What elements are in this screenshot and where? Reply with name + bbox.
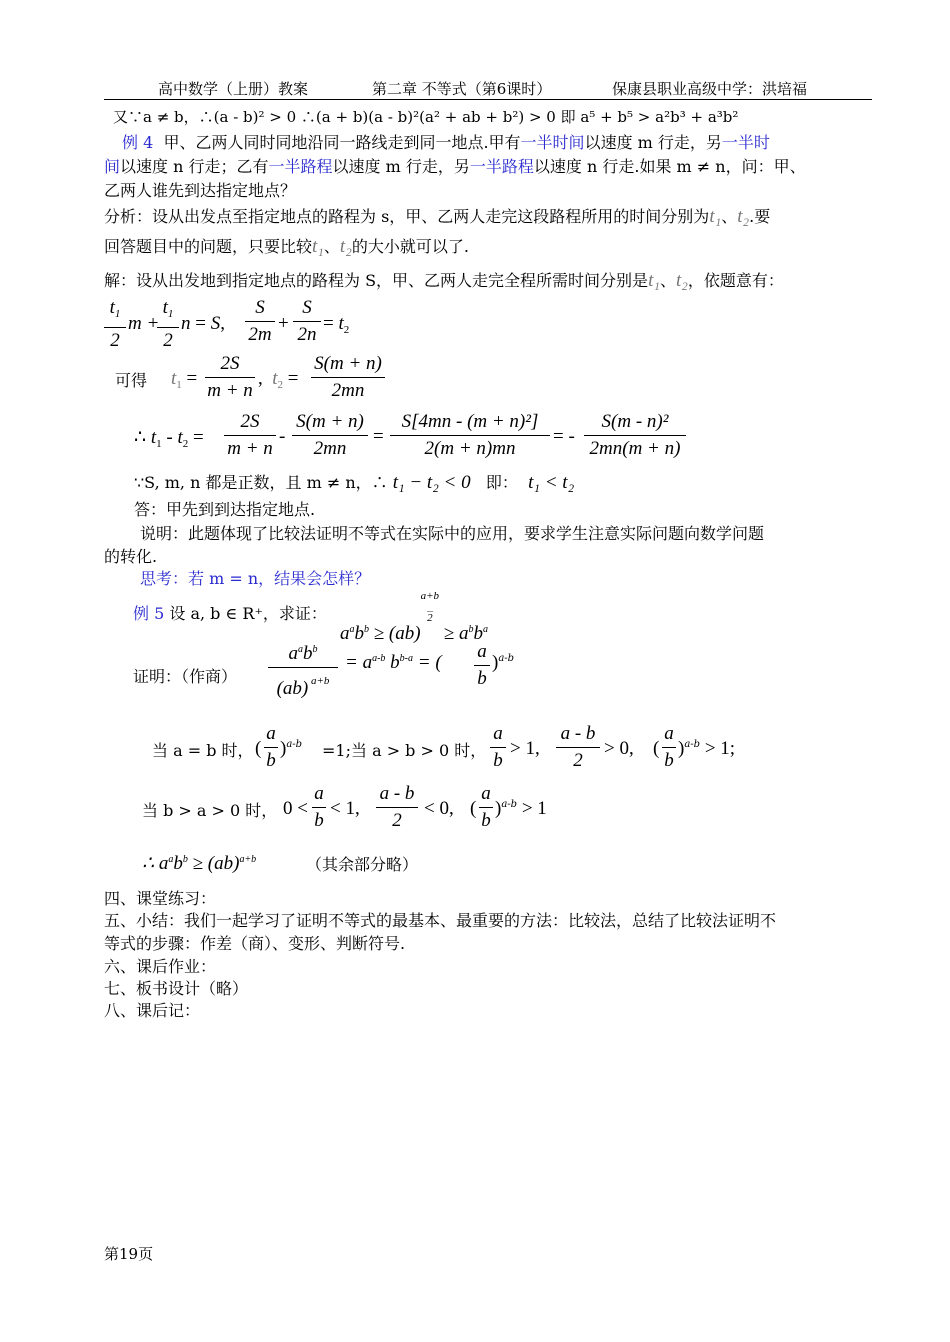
example4-line2: 间以速度 n 行走；乙有一半路程以速度 m 行走，另一半路程以速度 n 行走.如果 m ≠ n，问：甲、 bbox=[104, 157, 806, 176]
section-practice: 四、课堂练习： bbox=[104, 889, 217, 908]
frac-amb-2: a - b 2 bbox=[556, 722, 600, 773]
frac-S-2m: S 2m bbox=[245, 296, 275, 347]
frac-diff-4: S(m - n)² 2mn(m + n) bbox=[584, 410, 686, 461]
case1-label: 当 a = b 时， bbox=[152, 741, 254, 760]
section-summary-2: 等式的步骤：作差（商）、变形、判断符号. bbox=[104, 934, 406, 953]
frac-quotient: $a^ab^b$ (ab) $^{a+b}$ bbox=[268, 638, 338, 701]
frac-diff-2: S(m + n) 2mn bbox=[292, 410, 368, 461]
example5-statement: 例 5 设 a, b ∈ R⁺，求证： bbox=[133, 604, 327, 623]
section-board-design: 七、板书设计（略） bbox=[104, 979, 249, 998]
header-left: 高中数学（上册）教案 bbox=[158, 80, 309, 98]
note-line2: 的转化. bbox=[104, 547, 158, 566]
frac-a-b-1: a b bbox=[474, 640, 490, 691]
frac-a-b-2: a b bbox=[264, 722, 278, 773]
header-rule bbox=[104, 99, 872, 100]
proof-label: 证明：（作商） bbox=[133, 667, 238, 686]
example4-line1: 例 4 甲、乙两人同时同地沿同一路线走到同一地点.甲有一半时间以速度 m 行走，另一半时 bbox=[122, 133, 770, 152]
conclusion-note: （其余部分略） bbox=[306, 855, 419, 874]
frac-t1-value: 2S m + n bbox=[205, 352, 255, 403]
frac-t2-value: S(m + n) 2mn bbox=[311, 352, 385, 403]
frac-a-b-3: a b bbox=[490, 722, 506, 773]
section-afterword: 八、课后记： bbox=[104, 1001, 201, 1020]
quotient-simplified: = $a^{a-b}$ $b^{b-a}$ = ( bbox=[345, 652, 442, 673]
example4-line3: 乙两人谁先到达指定地点？ bbox=[104, 181, 297, 200]
example5-inequality: $a^ab^b \ge (ab)\frac{a+b}{2} \ge a^bb^a$ bbox=[340, 590, 488, 644]
think-question: 思考：若 m = n，结果会怎样？ bbox=[140, 569, 371, 588]
frac-a-b-6: a b bbox=[479, 782, 493, 833]
page-number: 第19页 bbox=[104, 1245, 154, 1263]
answer-line: 答：甲先到到达指定地点. bbox=[134, 500, 316, 519]
case1-mid: =1;当 a > b > 0 时， bbox=[322, 741, 487, 760]
line1-text: 又∵a ≠ b，∴(a - b)² > 0 ∴(a + b)(a - b)²(a² + ab + b²) > 0 即 a⁵ + b⁵ > a²b³ + a³b² bbox=[113, 108, 739, 126]
section-summary-1: 五、小结：我们一起学习了证明不等式的最基本、最重要的方法：比较法，总结了比较法证明不 bbox=[104, 911, 777, 930]
example5-label: 例 5 bbox=[133, 604, 165, 623]
example4-label: 例 4 bbox=[122, 133, 154, 152]
frac-S-2n: S 2n bbox=[293, 296, 321, 347]
frac-t1-2a: $t_1$ 2 bbox=[104, 296, 126, 353]
example5-conclusion: ∴ $a^ab^b \ge (ab)^{a+b}$ bbox=[142, 853, 257, 874]
header-right: 保康县职业高级中学：洪培福 bbox=[612, 80, 808, 98]
solution-line1: 解：设从出发地到指定地点的路程为 S，甲、乙两人走完全程所需时间分别是t₁、t₂，依题意有： bbox=[104, 270, 784, 291]
frac-amb-3: a - b 2 bbox=[376, 782, 418, 833]
frac-a-b-4: a b bbox=[662, 722, 676, 773]
analysis-line2: 回答题目中的问题，只要比较t₁、t₂的大小就可以了. bbox=[104, 236, 469, 257]
case2-label: 当 b > a > 0 时， bbox=[142, 801, 278, 820]
frac-diff-1: 2S m + n bbox=[224, 410, 276, 461]
header-middle: 第二章 不等式（第6课时） bbox=[372, 80, 552, 98]
can-get-label: 可得 bbox=[115, 371, 148, 390]
analysis-line1: 分析：设从出发点至指定地点的路程为 s，甲、乙两人走完这段路程所用的时间分别为t₁、t₂.要 bbox=[104, 206, 771, 227]
frac-a-b-5: a b bbox=[312, 782, 326, 833]
section-homework: 六、课后作业： bbox=[104, 957, 217, 976]
frac-t1-2b: $t_1$ 2 bbox=[157, 296, 179, 353]
because-line: ∵S, m, n 都是正数，且 m ≠ n，∴ t₁ − t₂ < 0 即： t₁ < t₂ bbox=[134, 472, 575, 493]
note-line1: 说明：此题体现了比较法证明不等式在实际中的应用，要求学生注意实际问题向数学问题 bbox=[140, 524, 765, 543]
frac-diff-3: S[4mn - (m + n)²] 2(m + n)mn bbox=[390, 410, 550, 461]
